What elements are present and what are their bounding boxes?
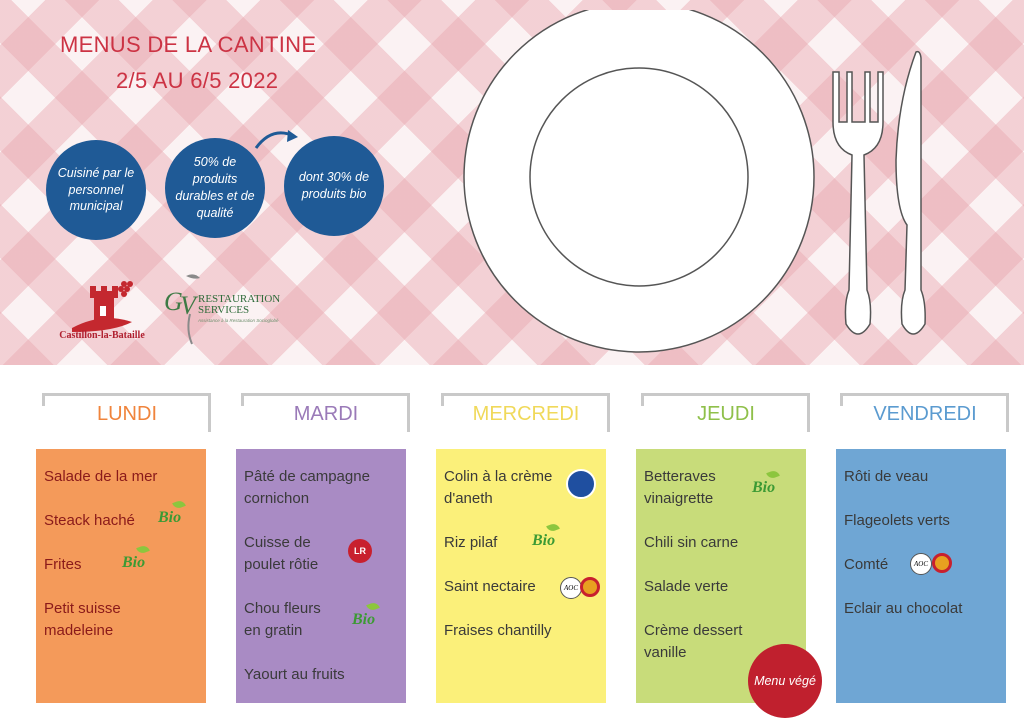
- badge-cuisine-municipal: Cuisiné par le personnel municipal: [46, 140, 146, 240]
- day-column-lundi: [36, 449, 206, 703]
- fork-icon: [833, 72, 883, 334]
- plate-and-cutlery-illustration: [460, 10, 1000, 360]
- badge-produits-durables: 50% de produits durables et de qualité: [165, 138, 265, 238]
- menu-item: Petit suisse madeleine: [44, 600, 121, 639]
- day-header-mercredi: [441, 393, 611, 433]
- aop-label-icon: [580, 577, 600, 597]
- bio-label-icon: Bio: [158, 509, 181, 527]
- menu-item: Steack haché: [44, 512, 135, 529]
- castillon-logo-text: Castillon-la-Bataille: [59, 330, 145, 341]
- menu-item: Eclair au chocolat: [844, 600, 963, 617]
- day-name: VENDREDI: [873, 403, 977, 425]
- menu-item: Salade de la mer: [44, 468, 158, 485]
- day-name: JEUDI: [697, 403, 755, 425]
- gv-logo-tagline: Assistance à la Restauration Socioglobé: [198, 318, 279, 323]
- gv-logo-name: RESTAURATION SERVICES: [198, 293, 281, 316]
- aoc-label-icon: AOC: [910, 553, 932, 575]
- day-column-mercredi: [436, 449, 606, 703]
- day-column-mardi: [236, 449, 406, 703]
- menu-item: Colin à la crème d'aneth: [444, 468, 553, 507]
- label-rouge-icon: LR: [348, 539, 372, 563]
- menu-item: Flageolets verts: [844, 512, 950, 529]
- arrow-icon: [252, 124, 304, 154]
- aop-label-icon: [932, 553, 952, 573]
- bio-label-icon: Bio: [352, 611, 375, 629]
- menu-item: Saint nectaire: [444, 578, 536, 595]
- msc-label-icon: [566, 469, 596, 499]
- menu-item: Rôti de veau: [844, 468, 929, 485]
- bio-label-icon: Bio: [532, 532, 555, 550]
- menu-item: Riz pilaf: [444, 534, 498, 551]
- menu-item: Chili sin carne: [644, 534, 739, 551]
- menu-item: Pâté de campagne cornichon: [244, 468, 370, 507]
- page-title: MENUS DE LA CANTINE: [60, 32, 317, 57]
- menu-item: Yaourt au fruits: [244, 666, 345, 683]
- day-name: MERCREDI: [472, 403, 580, 425]
- aoc-label-icon: AOC: [560, 577, 582, 599]
- day-column-vendredi: [836, 449, 1006, 703]
- day-name: MARDI: [293, 403, 359, 425]
- menu-item: Frites: [44, 556, 82, 573]
- menu-vege-badge: Menu végé: [748, 644, 822, 718]
- menu-item: Chou fleurs en gratin: [244, 600, 321, 639]
- plate-icon: [464, 10, 814, 352]
- bio-label-icon: Bio: [122, 554, 145, 572]
- day-header-mardi: [241, 393, 411, 433]
- day-name: LUNDI: [96, 403, 157, 425]
- knife-icon: [896, 52, 925, 334]
- menu-item: Salade verte: [644, 578, 729, 595]
- day-header-vendredi: [840, 393, 1010, 433]
- menu-item: Crème dessert vanille: [644, 622, 743, 661]
- menu-item: Comté: [844, 556, 889, 573]
- svg-text:G: G: [164, 287, 183, 316]
- menu-item: Cuisse de poulet rôtie: [244, 534, 319, 573]
- day-header-lundi: [42, 393, 212, 433]
- badge-produits-bio: dont 30% de produits bio: [284, 136, 384, 236]
- svg-text:V: V: [180, 291, 196, 320]
- menu-item: Fraises chantilly: [444, 622, 552, 639]
- page-date-range: 2/5 AU 6/5 2022: [116, 68, 279, 93]
- bio-label-icon: Bio: [752, 479, 775, 497]
- day-header-jeudi: [641, 393, 811, 433]
- menu-item: Betteraves vinaigrette: [644, 468, 716, 507]
